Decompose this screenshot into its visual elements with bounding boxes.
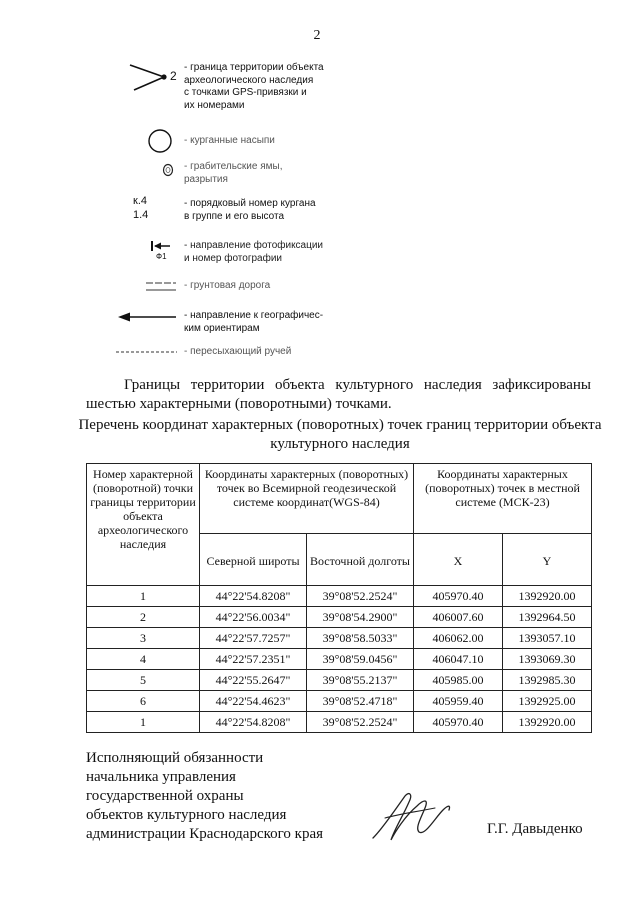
legend-text-photo: - направление фотофиксации и номер фотографии bbox=[184, 240, 324, 264]
cell-latitude: 44°22'56.0034" bbox=[200, 607, 307, 628]
cell-point-number: 2 bbox=[87, 607, 200, 628]
coordinates-list-title: Перечень координат характерных (поворотных) точек границ территории объекта культурного наследия bbox=[78, 417, 602, 452]
legend-item-geo-direction bbox=[0, 309, 634, 349]
signer-name: Г.Г. Давыденко bbox=[487, 821, 583, 837]
cell-x: 405985.00 bbox=[414, 670, 503, 691]
cell-point-number: 5 bbox=[87, 670, 200, 691]
kurgan-height-label: 1.4 bbox=[133, 209, 149, 221]
pit-icon bbox=[100, 158, 182, 198]
legend-item-boundary bbox=[0, 62, 634, 111]
cell-point-number: 4 bbox=[87, 649, 200, 670]
cell-x: 406007.60 bbox=[414, 607, 503, 628]
cell-y: 1392920.00 bbox=[503, 712, 592, 733]
cell-longitude: 39°08'54.2900" bbox=[307, 607, 414, 628]
photo-number-label: Ф1 bbox=[156, 252, 167, 261]
legend-text-stream: - пересыхающий ручей bbox=[184, 346, 292, 357]
legend-text-pits: - грабительские ямы, разрытия bbox=[184, 161, 283, 185]
legend-item-pits bbox=[0, 158, 634, 198]
table-row bbox=[87, 628, 592, 649]
intro-paragraph: Границы территории объекта культурного наследия зафиксированы шестью характерными (поворотными) точками. bbox=[86, 377, 591, 412]
geo-direction-arrow-icon bbox=[100, 309, 182, 349]
cell-longitude: 39°08'52.2524" bbox=[307, 712, 414, 733]
cell-y: 1392964.50 bbox=[503, 607, 592, 628]
cell-y: 1392985.30 bbox=[503, 670, 592, 691]
cell-latitude: 44°22'57.7257" bbox=[200, 628, 307, 649]
cell-latitude: 44°22'54.8208" bbox=[200, 712, 307, 733]
cell-longitude: 39°08'59.0456" bbox=[307, 649, 414, 670]
cell-longitude: 39°08'58.5033" bbox=[307, 628, 414, 649]
header-msk-group: Координаты характерных (поворотных) точек в местной системе (МСК-23) bbox=[414, 464, 592, 534]
cell-latitude: 44°22'57.2351" bbox=[200, 649, 307, 670]
cell-x: 405970.40 bbox=[414, 586, 503, 607]
table-row bbox=[87, 691, 592, 712]
kurgan-number-label: к.4 bbox=[133, 195, 147, 207]
legend-item-photo bbox=[0, 238, 634, 278]
table-row bbox=[87, 649, 592, 670]
cell-x: 406062.00 bbox=[414, 628, 503, 649]
cell-y: 1393069.30 bbox=[503, 649, 592, 670]
header-wgs-group: Координаты характерных (поворотных) точек во Всемирной геодезической системе координат(WGS-84) bbox=[200, 464, 414, 534]
coordinates-table bbox=[86, 463, 592, 733]
boundary-marker-icon bbox=[100, 62, 182, 102]
header-y: Y bbox=[503, 534, 592, 586]
cell-latitude: 44°22'54.8208" bbox=[200, 586, 307, 607]
cell-point-number: 6 bbox=[87, 691, 200, 712]
cell-longitude: 39°08'52.2524" bbox=[307, 586, 414, 607]
cell-x: 405959.40 bbox=[414, 691, 503, 712]
cell-x: 405970.40 bbox=[414, 712, 503, 733]
cell-y: 1392925.00 bbox=[503, 691, 592, 712]
handwritten-signature-icon bbox=[365, 788, 455, 853]
legend-text-kurgan-number: - порядковый номер кургана в группе и его высота bbox=[184, 198, 316, 222]
legend-text-boundary: - граница территории объекта археологического наследия с точками GPS-привязки и их номерами bbox=[184, 62, 324, 111]
table-row bbox=[87, 670, 592, 691]
cell-latitude: 44°22'54.4623" bbox=[200, 691, 307, 712]
header-point-number: Номер характерной (поворотной) точки границы территории объекта археологического наследия bbox=[87, 464, 200, 586]
page-number: 2 bbox=[313, 28, 321, 43]
photo-direction-icon bbox=[100, 238, 182, 278]
cell-y: 1393057.10 bbox=[503, 628, 592, 649]
signer-position: Исполняющий обязанности начальника управления государственной охраны объектов культурного наследия администрации Краснодарского края bbox=[86, 750, 324, 842]
table-row bbox=[87, 712, 592, 733]
table-row bbox=[87, 607, 592, 628]
header-east-longitude: Восточной долготы bbox=[307, 534, 414, 586]
cell-point-number: 1 bbox=[87, 586, 200, 607]
cell-x: 406047.10 bbox=[414, 649, 503, 670]
cell-y: 1392920.00 bbox=[503, 586, 592, 607]
cell-latitude: 44°22'55.2647" bbox=[200, 670, 307, 691]
table-row bbox=[87, 586, 592, 607]
legend-item-kurgan-number bbox=[0, 195, 634, 235]
header-x: X bbox=[414, 534, 503, 586]
cell-longitude: 39°08'55.2137" bbox=[307, 670, 414, 691]
cell-point-number: 1 bbox=[87, 712, 200, 733]
legend-text-dirt-road: - грунтовая дорога bbox=[184, 280, 271, 291]
cell-point-number: 3 bbox=[87, 628, 200, 649]
header-north-latitude: Северной широты bbox=[200, 534, 307, 586]
legend-text-kurgan: - курганные насыпи bbox=[184, 135, 275, 146]
boundary-point-number: 2 bbox=[170, 69, 177, 83]
legend-text-geo-direction: - направление к географичес- ким ориентирам bbox=[184, 310, 324, 334]
cell-longitude: 39°08'52.4718" bbox=[307, 691, 414, 712]
